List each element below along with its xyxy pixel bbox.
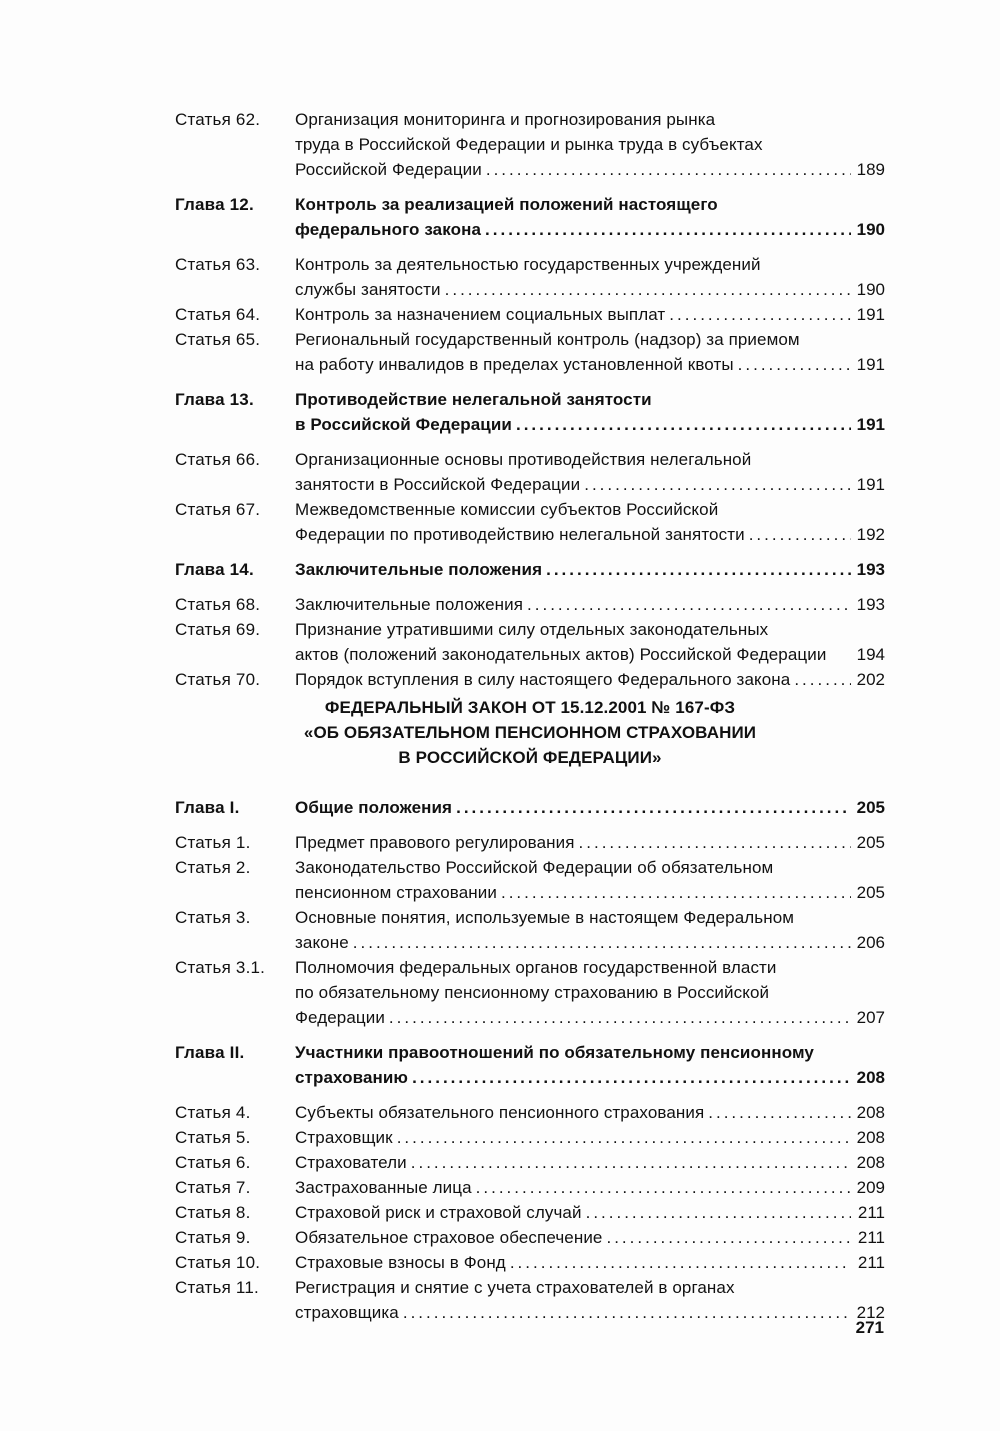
toc-entry-title-line: Контроль за назначением социальных выплат — [295, 305, 666, 324]
toc-entry-title-line: Федерации по противодействию нелегальной занятости — [295, 525, 745, 544]
dot-leader — [749, 522, 851, 547]
toc-page-number: 211 — [857, 1203, 885, 1222]
toc-page-number: 209 — [856, 1178, 885, 1197]
toc-page-number: 202 — [856, 670, 885, 689]
law-heading — [175, 695, 885, 770]
toc-chapter-entry — [175, 387, 885, 437]
toc-entry-title-line: Организационные основы противодействия нелегальной — [295, 450, 752, 469]
toc-page-number: 191 — [856, 355, 885, 374]
dot-leader — [794, 667, 851, 692]
toc-entry-label: Статья 64. — [175, 305, 261, 324]
toc-entry-title-line: федерального закона — [295, 220, 482, 239]
dot-leader — [411, 1150, 851, 1175]
toc-entry-label: Статья 69. — [175, 620, 261, 639]
law-heading-line-2: «ОБ ОБЯЗАТЕЛЬНОМ ПЕНСИОННОМ СТРАХОВАНИИ — [303, 723, 757, 742]
toc-entry-title — [295, 557, 885, 582]
toc-chapter-entry — [175, 1040, 885, 1090]
toc-entry-title — [295, 1125, 885, 1150]
dot-leader — [501, 880, 851, 905]
toc-entry-title — [295, 1175, 885, 1200]
toc-entry-label: Статья 68. — [175, 595, 261, 614]
toc-entry-title-line: Межведомственные комиссии субъектов Российской — [295, 500, 719, 519]
toc-page-number: 206 — [856, 933, 885, 952]
toc-entry-label: Статья 10. — [175, 1253, 261, 1272]
dot-leader — [708, 1100, 851, 1125]
dot-leader — [389, 1005, 851, 1030]
toc-entry-title — [295, 667, 885, 692]
dot-leader — [353, 930, 851, 955]
toc-page-number: 194 — [856, 645, 885, 664]
toc-article-entry — [175, 1275, 885, 1325]
dot-leader — [445, 277, 851, 302]
toc-entry-title-line: в Российской Федерации — [295, 415, 512, 434]
toc-entry-title — [295, 387, 885, 437]
toc-page-number: 208 — [856, 1068, 885, 1087]
toc-entry-title — [295, 617, 885, 667]
toc-entry-label: Статья 65. — [175, 330, 261, 349]
toc-article-entry — [175, 617, 885, 667]
toc-page-number: 193 — [856, 560, 885, 579]
toc-entry-title-line: Заключительные положения — [295, 560, 543, 579]
toc-entry-title-line: пенсионном страховании — [295, 883, 497, 902]
toc-entry-title-line: Законодательство Российской Федерации об обязательном — [295, 858, 774, 877]
toc-page-number: 191 — [856, 305, 885, 324]
dot-leader — [606, 1225, 851, 1250]
toc-entry-title-line: актов (положений законодательных актов) Российской Федерации — [295, 645, 827, 664]
toc-entry-title — [295, 302, 885, 327]
toc-entry-title-line: Полномочия федеральных органов государственной власти — [295, 958, 777, 977]
dot-leader — [412, 1065, 851, 1090]
toc-entry-label: Глава II. — [175, 1043, 245, 1062]
toc-article-entry — [175, 1225, 885, 1250]
toc-article-entry — [175, 1125, 885, 1150]
toc-entry-title-line: Основные понятия, используемые в настоящем Федеральном — [295, 908, 795, 927]
toc-article-entry — [175, 905, 885, 955]
law-heading-line-1: ФЕДЕРАЛЬНЫЙ ЗАКОН ОТ 15.12.2001 № 167-ФЗ — [324, 698, 736, 717]
toc-entry-title-line: Страховщик — [295, 1128, 393, 1147]
toc-entry-title — [295, 447, 885, 497]
toc-entry-title — [295, 1225, 885, 1250]
toc-article-entry — [175, 1150, 885, 1175]
toc-chapter-entry — [175, 192, 885, 242]
toc-entry-label: Глава 13. — [175, 390, 254, 409]
toc-entry-title-line: Контроль за реализацией положений настоящего — [295, 195, 718, 214]
toc-entry-label: Статья 1. — [175, 833, 251, 852]
dot-leader — [584, 472, 851, 497]
toc-entry-title — [295, 1150, 885, 1175]
toc-page-number: 193 — [856, 595, 885, 614]
toc-entry-title — [295, 1100, 885, 1125]
toc-page-number: 205 — [856, 798, 885, 817]
toc-entry-title — [295, 1040, 885, 1090]
toc-article-entry — [175, 107, 885, 182]
toc-page-number: 190 — [856, 280, 885, 299]
toc-entry-title-line: Страховые взносы в Фонд — [295, 1253, 506, 1272]
toc-entry-title-line: Федерации — [295, 1008, 385, 1027]
toc-entry-title-line: Организация мониторинга и прогнозирования рынка — [295, 110, 716, 129]
toc-article-entry — [175, 830, 885, 855]
toc-entry-title — [295, 1275, 885, 1325]
toc-article-entry — [175, 955, 885, 1030]
toc-entry-title-line: Субъекты обязательного пенсионного страхования — [295, 1103, 705, 1122]
table-of-contents-part-1 — [175, 107, 885, 692]
toc-page-number: 207 — [856, 1008, 885, 1027]
toc-entry-label: Статья 7. — [175, 1178, 251, 1197]
dot-leader — [516, 412, 851, 437]
toc-entry-label: Глава 14. — [175, 560, 254, 579]
dot-leader — [397, 1125, 851, 1150]
toc-article-entry — [175, 592, 885, 617]
toc-entry-label: Статья 3. — [175, 908, 251, 927]
toc-entry-title — [295, 1200, 885, 1225]
toc-entry-title-line: Контроль за деятельностью государственных учреждений — [295, 255, 761, 274]
toc-entry-title-line: Застрахованные лица — [295, 1178, 472, 1197]
dot-leader — [586, 1200, 851, 1225]
toc-entry-title-line: труда в Российской Федерации и рынка труда в субъектах — [295, 135, 763, 154]
toc-entry-label: Статья 6. — [175, 1153, 251, 1172]
page-number: 271 — [855, 1318, 884, 1337]
toc-entry-title-line: Страхователи — [295, 1153, 407, 1172]
dot-leader — [486, 157, 851, 182]
dot-leader — [456, 795, 851, 820]
toc-page-number: 208 — [856, 1103, 885, 1122]
toc-entry-title-line: Регистрация и снятие с учета страхователей в органах — [295, 1278, 735, 1297]
toc-entry-title-line: Порядок вступления в силу настоящего Федерального закона — [295, 670, 791, 689]
toc-entry-label: Статья 9. — [175, 1228, 251, 1247]
toc-entry-label: Статья 8. — [175, 1203, 251, 1222]
toc-page-number: 208 — [856, 1153, 885, 1172]
toc-entry-title — [295, 855, 885, 905]
toc-entry-label: Статья 67. — [175, 500, 261, 519]
toc-entry-title — [295, 905, 885, 955]
toc-entry-title-line: Российской Федерации — [295, 160, 482, 179]
toc-entry-title-line: Предмет правового регулирования — [295, 833, 575, 852]
toc-page-number: 212 — [856, 1303, 885, 1322]
toc-entry-title — [295, 252, 885, 302]
toc-page-number: 192 — [856, 525, 885, 544]
dot-leader — [476, 1175, 851, 1200]
dot-leader — [579, 830, 851, 855]
dot-leader — [738, 352, 851, 377]
toc-article-entry — [175, 252, 885, 302]
toc-article-entry — [175, 327, 885, 377]
toc-entry-title — [295, 955, 885, 1030]
toc-entry-title-line: Обязательное страховое обеспечение — [295, 1228, 603, 1247]
dot-leader — [669, 302, 851, 327]
toc-entry-title-line: законе — [295, 933, 349, 952]
toc-page-number: 189 — [856, 160, 885, 179]
toc-page-number: 190 — [856, 220, 885, 239]
toc-entry-title-line: службы занятости — [295, 280, 441, 299]
dot-leader — [485, 217, 851, 242]
toc-article-entry — [175, 447, 885, 497]
toc-entry-title-line: Заключительные положения — [295, 595, 524, 614]
toc-chapter-entry — [175, 795, 885, 820]
dot-leader — [546, 557, 851, 582]
toc-entry-title-line: страхованию — [295, 1068, 409, 1087]
toc-entry-title — [295, 497, 885, 547]
dot-leader — [510, 1250, 851, 1275]
toc-article-entry — [175, 1175, 885, 1200]
toc-article-entry — [175, 302, 885, 327]
toc-chapter-entry — [175, 557, 885, 582]
toc-entry-title — [295, 592, 885, 617]
toc-article-entry — [175, 855, 885, 905]
toc-entry-title-line: Противодействие нелегальной занятости — [295, 390, 652, 409]
toc-entry-label: Статья 3.1. — [175, 958, 266, 977]
table-of-contents-part-2 — [175, 785, 885, 1325]
toc-entry-label: Статья 5. — [175, 1128, 251, 1147]
toc-entry-title-line: Участники правоотношений по обязательному пенсионному — [295, 1043, 814, 1062]
toc-article-entry — [175, 1250, 885, 1275]
toc-entry-title — [295, 107, 885, 182]
toc-entry-label: Статья 4. — [175, 1103, 251, 1122]
toc-entry-label: Глава 12. — [175, 195, 254, 214]
toc-article-entry — [175, 667, 885, 692]
toc-entry-label: Статья 70. — [175, 670, 261, 689]
toc-entry-title — [295, 192, 885, 242]
toc-article-entry — [175, 1200, 885, 1225]
toc-entry-label: Статья 11. — [175, 1278, 259, 1297]
toc-entry-title-line: страховщика — [295, 1303, 399, 1322]
toc-page-number: 205 — [856, 833, 885, 852]
toc-page-number: 208 — [856, 1128, 885, 1147]
toc-entry-label: Глава I. — [175, 798, 240, 817]
toc-page-number: 191 — [856, 475, 885, 494]
toc-entry-title — [295, 795, 885, 820]
toc-entry-title-line: Общие положения — [295, 798, 453, 817]
toc-entry-title-line: Региональный государственный контроль (надзор) за приемом — [295, 330, 800, 349]
toc-page-number: 211 — [857, 1228, 885, 1247]
toc-entry-title — [295, 1250, 885, 1275]
toc-article-entry — [175, 497, 885, 547]
toc-entry-label: Статья 62. — [175, 110, 261, 129]
toc-article-entry — [175, 1100, 885, 1125]
toc-entry-label: Статья 2. — [175, 858, 251, 877]
toc-entry-title-line: Страховой риск и страховой случай — [295, 1203, 582, 1222]
toc-page-number: 205 — [856, 883, 885, 902]
toc-entry-title-line: по обязательному пенсионному страхованию в Российской — [295, 983, 770, 1002]
toc-entry-title — [295, 327, 885, 377]
toc-entry-title-line: занятости в Российской Федерации — [295, 475, 581, 494]
toc-entry-title-line: Признание утратившими силу отдельных законодательных — [295, 620, 769, 639]
toc-page-number: 191 — [856, 415, 885, 434]
toc-entry-label: Статья 66. — [175, 450, 261, 469]
toc-page-number: 211 — [857, 1253, 885, 1272]
dot-leader — [527, 592, 851, 617]
toc-entry-title — [295, 830, 885, 855]
dot-leader — [403, 1300, 851, 1325]
toc-entry-title-line: на работу инвалидов в пределах установленной квоты — [295, 355, 734, 374]
law-heading-line-3: В РОССИЙСКОЙ ФЕДЕРАЦИИ» — [398, 748, 662, 767]
toc-entry-label: Статья 63. — [175, 255, 261, 274]
